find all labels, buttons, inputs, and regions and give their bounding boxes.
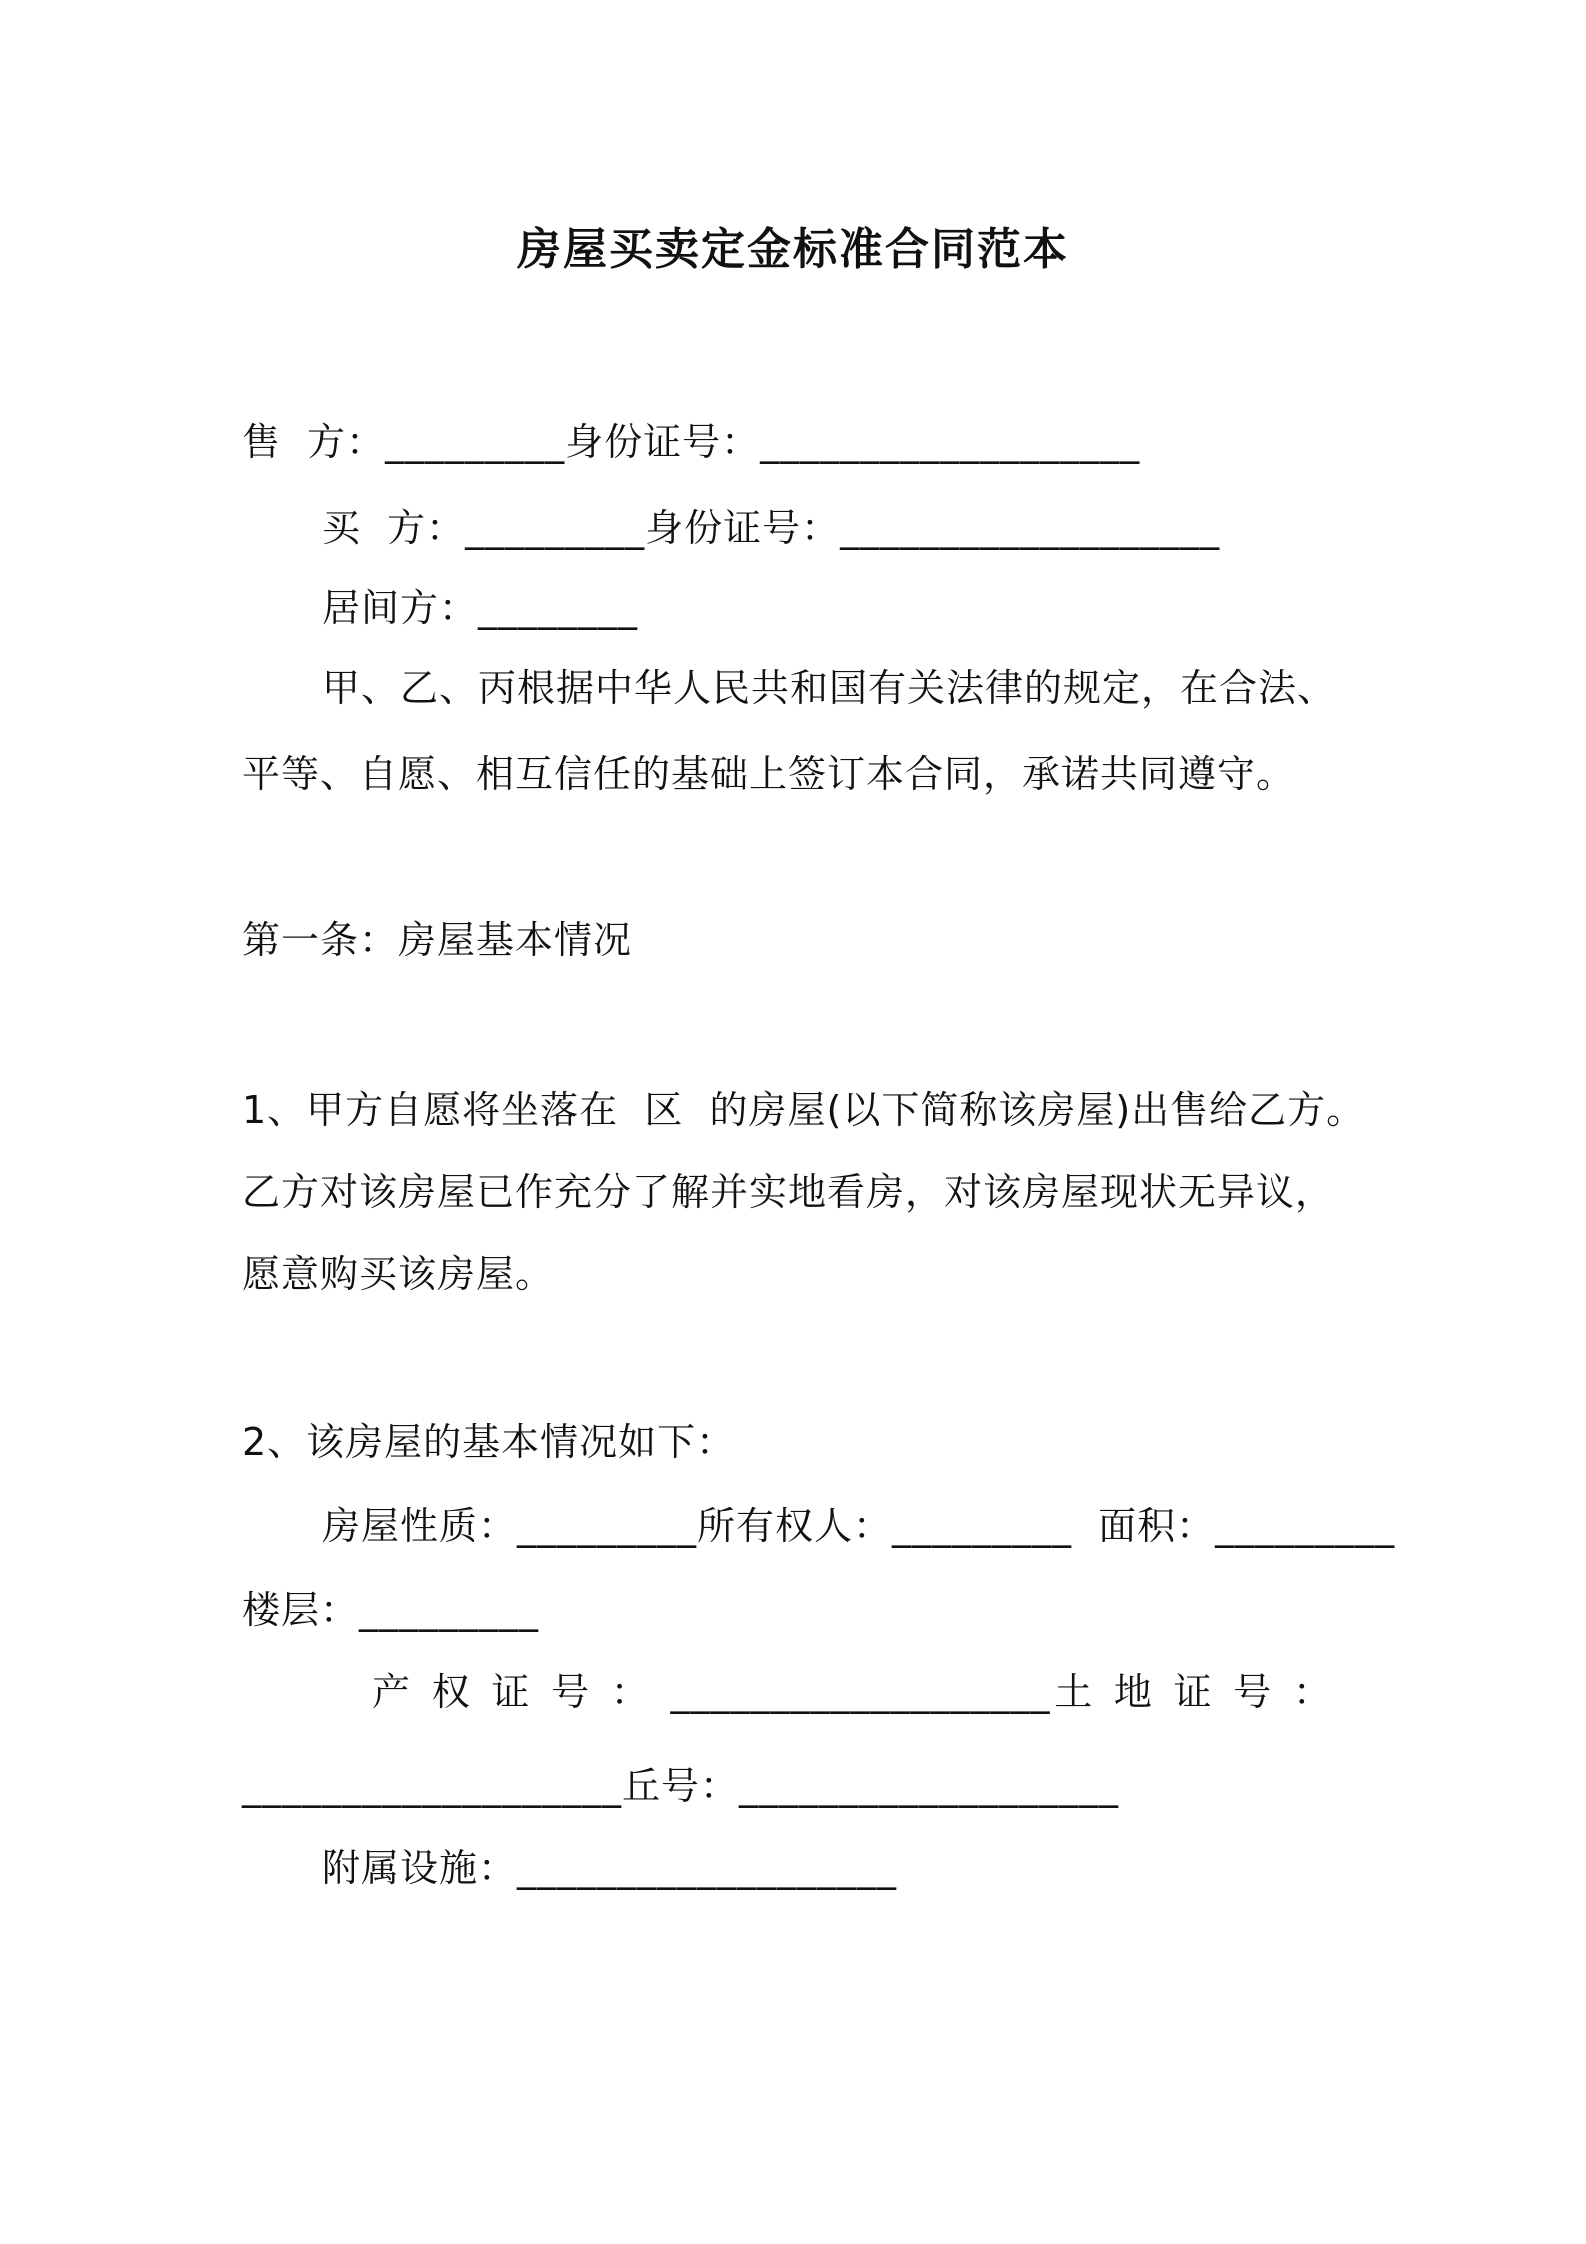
clause-2-heading: 2、该房屋的基本情况如下：: [242, 1420, 736, 1464]
clause-1-line-3: 愿意购买该房屋。: [242, 1252, 555, 1296]
preamble-line-2: 平等、自愿、相互信任的基础上签订本合同，承诺共同遵守。: [242, 752, 1296, 796]
property-line-4: ___________________丘号：___________________: [242, 1764, 1120, 1808]
buyer-line: 买 方：_________身份证号：___________________: [322, 506, 1221, 550]
preamble-line-1: 甲、乙、丙根据中华人民共和国有关法律的规定，在合法、: [322, 666, 1337, 710]
seller-line: 售 方：_________身份证号：___________________: [242, 420, 1141, 464]
document-title: 房屋买卖定金标准合同范本: [517, 224, 1069, 275]
clause-1-line-2: 乙方对该房屋已作充分了解并实地看房，对该房屋现状无异议，: [242, 1170, 1335, 1214]
article-1-heading: 第一条：房屋基本情况: [242, 918, 633, 962]
property-line-5: 附属设施：___________________: [322, 1846, 898, 1890]
property-line-3: 产 权 证 号 ： ___________________土 地 证 号 ：: [372, 1670, 1332, 1714]
property-line-1: 房屋性质：_________所有权人：_________ 面积：_________: [322, 1504, 1396, 1548]
property-line-2: 楼层：_________: [242, 1588, 540, 1632]
intermediary-line: 居间方：________: [322, 586, 639, 630]
clause-1-line-1: 1、甲方自愿将坐落在 区 的房屋(以下简称该房屋)出售给乙方。: [242, 1088, 1366, 1132]
